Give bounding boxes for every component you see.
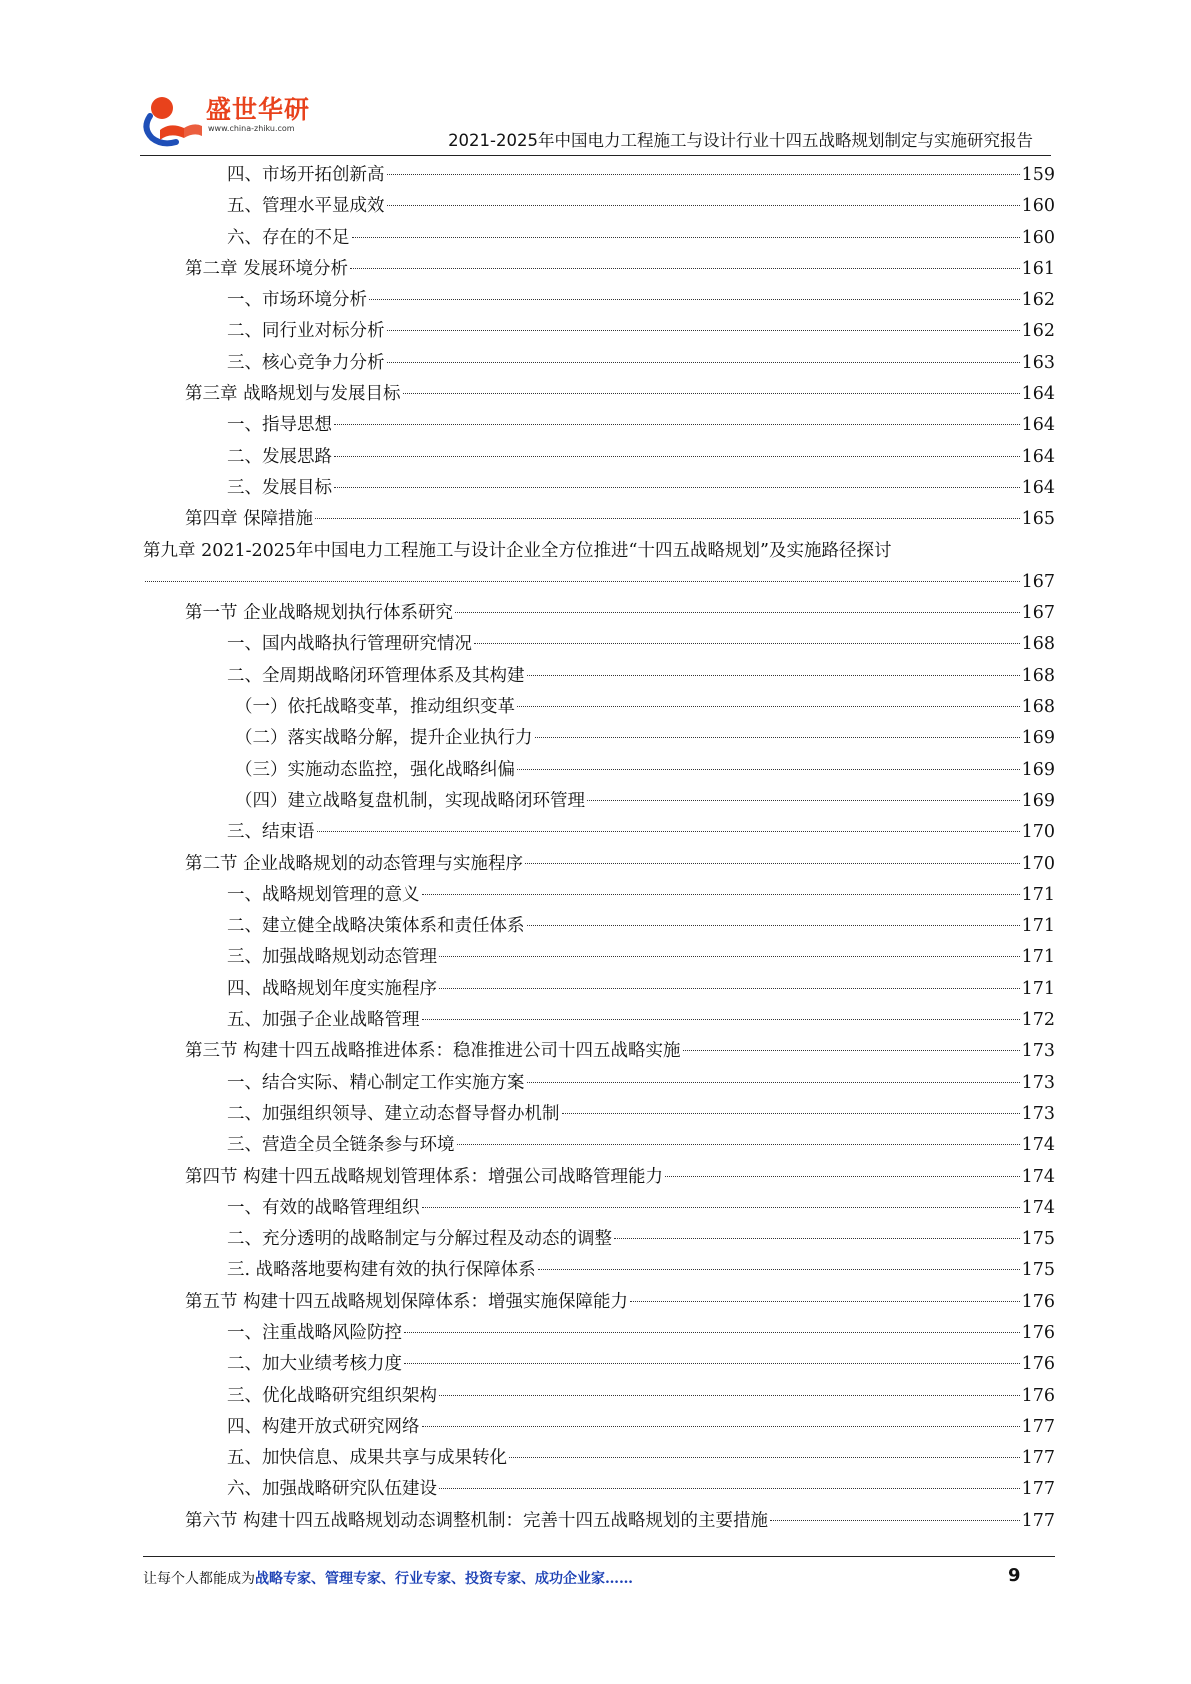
toc-entry-page: 171	[1021, 978, 1055, 999]
toc-entry-label: 一、有效的战略管理组织	[227, 1197, 420, 1218]
toc-dot-leader	[387, 204, 1020, 206]
toc-entry-page: 177	[1021, 1416, 1055, 1437]
toc-entry[interactable]	[143, 379, 1055, 410]
toc-entry-label: 第五节 构建十四五战略规划保障体系：增强实施保障能力	[185, 1291, 629, 1312]
brand-name: 盛世华研	[206, 95, 311, 124]
toc-entry[interactable]	[143, 223, 1055, 254]
toc-dot-leader	[474, 642, 1020, 644]
toc-entry-label: 一、结合实际、精心制定工作实施方案	[227, 1072, 525, 1093]
toc-dot-leader	[439, 955, 1020, 957]
toc-dot-leader	[614, 1237, 1020, 1239]
toc-dot-leader	[422, 1425, 1020, 1427]
toc-dot-leader	[352, 236, 1020, 238]
toc-entry-page: 169	[1021, 759, 1055, 780]
toc-entry-label: 第四节 构建十四五战略规划管理体系：增强公司战略管理能力	[185, 1166, 664, 1187]
toc-entry-page: 161	[1021, 258, 1055, 279]
toc-entry-page: 171	[1021, 947, 1055, 968]
toc-dot-leader	[630, 1300, 1020, 1302]
brand-logo	[140, 86, 330, 148]
toc-dot-leader	[770, 1519, 1020, 1521]
toc-entry[interactable]	[143, 316, 1055, 347]
toc-entry-page: 162	[1021, 321, 1055, 342]
toc-entry[interactable]	[143, 1130, 1055, 1161]
slogan-emphasis: 战略专家、管理专家、行业专家、投资专家、成功企业家……	[255, 1571, 633, 1587]
toc-dot-leader	[404, 1331, 1020, 1333]
toc-entry[interactable]	[143, 1068, 1055, 1099]
toc-entry-page: 162	[1021, 290, 1055, 311]
toc-entry-label: 三. 战略落地要构建有效的执行保障体系	[227, 1260, 536, 1281]
toc-entry[interactable]	[143, 191, 1055, 222]
toc-entry[interactable]	[143, 911, 1055, 942]
toc-entry[interactable]	[143, 410, 1055, 441]
toc-entry[interactable]	[143, 1036, 1055, 1067]
toc-entry-label: （一）依托战略变革，推动组织变革	[235, 697, 515, 718]
toc-entry-label: 三、结束语	[227, 822, 315, 843]
toc-entry-page: 170	[1021, 853, 1055, 874]
toc-entry[interactable]	[143, 1162, 1055, 1193]
toc-entry-page: 169	[1021, 790, 1055, 811]
toc-entry[interactable]	[143, 880, 1055, 911]
toc-entry[interactable]	[143, 1412, 1055, 1443]
toc-entry-page: 164	[1021, 415, 1055, 436]
toc-entry-label: 二、充分透明的战略制定与分解过程及动态的调整	[227, 1229, 612, 1250]
toc-dot-leader	[350, 267, 1020, 269]
toc-entry-label: 一、国内战略执行管理研究情况	[227, 634, 472, 655]
report-title: 2021-2025年中国电力工程施工与设计行业十四五战略规划制定与实施研究报告	[448, 131, 1033, 150]
toc-dot-leader	[535, 736, 1020, 738]
toc-entry[interactable]	[143, 1005, 1055, 1036]
toc-entry-page: 167	[1021, 603, 1055, 624]
toc-entry-page: 171	[1021, 916, 1055, 937]
toc-entry[interactable]	[143, 817, 1055, 848]
toc-entry[interactable]	[143, 567, 1055, 598]
toc-entry-label: 一、指导思想	[227, 415, 332, 436]
toc-entry[interactable]	[143, 661, 1055, 692]
toc-entry[interactable]	[143, 1193, 1055, 1224]
toc-entry[interactable]	[143, 1381, 1055, 1412]
toc-entry-page: 170	[1021, 822, 1055, 843]
toc-entry-label: 四、构建开放式研究网络	[227, 1416, 420, 1437]
toc-entry-label: 第一节 企业战略规划执行体系研究	[185, 603, 454, 624]
toc-entry-page: 171	[1021, 884, 1055, 905]
toc-entry-label: 第三章 战略规划与发展目标	[185, 384, 401, 405]
toc-entry-page: 172	[1021, 1010, 1055, 1031]
toc-entry-page: 175	[1021, 1260, 1055, 1281]
toc-entry-label: 二、加大业绩考核力度	[227, 1354, 402, 1375]
toc-entry[interactable]	[143, 1099, 1055, 1130]
toc-entry-label: 第三节 构建十四五战略推进体系：稳准推进公司十四五战略实施	[185, 1041, 681, 1062]
toc-entry-label: 三、优化战略研究组织架构	[227, 1385, 437, 1406]
toc-entry-page: 176	[1021, 1291, 1055, 1312]
toc-dot-leader	[387, 329, 1020, 331]
toc-dot-leader	[562, 1112, 1020, 1114]
toc-entry-page: 159	[1021, 165, 1055, 185]
toc-entry-page: 177	[1021, 1479, 1055, 1500]
toc-entry-label: 二、发展思路	[227, 446, 332, 467]
toc-dot-leader	[145, 580, 1020, 582]
toc-dot-leader	[404, 1362, 1020, 1364]
toc-entry[interactable]	[143, 1287, 1055, 1318]
toc-dot-leader	[315, 517, 1020, 519]
toc-dot-leader	[422, 1018, 1020, 1020]
toc-entry-page: 164	[1021, 446, 1055, 467]
toc-entry-label: 三、核心竞争力分析	[227, 352, 385, 373]
toc-dot-leader	[422, 893, 1020, 895]
toc-entry-label: 三、加强战略规划动态管理	[227, 947, 437, 968]
toc-entry-label: 四、战略规划年度实施程序	[227, 978, 437, 999]
toc-entry[interactable]	[143, 536, 1055, 567]
toc-entry[interactable]	[143, 348, 1055, 379]
toc-dot-leader	[455, 611, 1020, 613]
toc-entry[interactable]	[143, 723, 1055, 754]
brand-url: www.china-zhiku.com	[208, 124, 295, 133]
toc-entry-page: 168	[1021, 634, 1055, 655]
toc-dot-leader	[527, 1081, 1020, 1083]
slogan-lead: 让每个人都能成为	[143, 1571, 255, 1587]
toc-entry-page: 169	[1021, 728, 1055, 749]
toc-dot-leader	[527, 924, 1020, 926]
toc-entry[interactable]	[143, 160, 1055, 191]
toc-entry-page: 173	[1021, 1072, 1055, 1093]
toc-entry[interactable]	[143, 504, 1055, 535]
toc-entry[interactable]	[143, 1255, 1055, 1286]
toc-entry-page: 163	[1021, 352, 1055, 373]
toc-dot-leader	[439, 987, 1020, 989]
toc-dot-leader	[665, 1175, 1020, 1177]
toc-entry[interactable]	[143, 786, 1055, 817]
toc-entry[interactable]	[143, 598, 1055, 629]
toc-entry-label: （三）实施动态监控，强化战略纠偏	[235, 759, 515, 780]
toc-entry-label: 第四章 保障措施	[185, 509, 314, 530]
toc-entry-label: 第二节 企业战略规划的动态管理与实施程序	[185, 853, 524, 874]
toc-entry-label: 二、全周期战略闭环管理体系及其构建	[227, 665, 525, 686]
toc-entry-label: 二、同行业对标分析	[227, 321, 385, 342]
toc-entry-page: 175	[1021, 1229, 1055, 1250]
toc-dot-leader	[517, 705, 1020, 707]
toc-entry-label: （四）建立战略复盘机制，实现战略闭环管理	[235, 790, 585, 811]
toc-entry-label: 五、管理水平显成效	[227, 196, 385, 217]
toc-dot-leader	[403, 392, 1020, 394]
toc-entry-label: 六、加强战略研究队伍建设	[227, 1479, 437, 1500]
toc-entry[interactable]	[143, 849, 1055, 880]
toc-entry-page: 173	[1021, 1041, 1055, 1062]
toc-entry[interactable]	[143, 1224, 1055, 1255]
toc-entry-label: 一、市场环境分析	[227, 290, 367, 311]
toc-dot-leader	[457, 1143, 1020, 1145]
toc-entry-label: 二、加强组织领导、建立动态督导督办机制	[227, 1103, 560, 1124]
toc-dot-leader	[517, 768, 1020, 770]
toc-entry-page: 174	[1021, 1166, 1055, 1187]
toc-dot-leader	[334, 486, 1020, 488]
toc-dot-leader	[587, 799, 1020, 801]
toc-entry-page: 168	[1021, 697, 1055, 718]
toc-dot-leader	[369, 298, 1020, 300]
toc-entry-label: 一、注重战略风险防控	[227, 1322, 402, 1343]
toc-entry-page: 177	[1021, 1510, 1055, 1531]
toc-entry-label: 二、建立健全战略决策体系和责任体系	[227, 916, 525, 937]
toc-entry-label: 第六节 构建十四五战略规划动态调整机制：完善十四五战略规划的主要措施	[185, 1510, 769, 1531]
toc-dot-leader	[334, 455, 1020, 457]
page-number: 9	[1008, 1565, 1021, 1586]
toc-dot-leader	[439, 1394, 1020, 1396]
toc-entry-label: 五、加快信息、成果共享与成果转化	[227, 1448, 507, 1469]
toc-entry-page: 173	[1021, 1103, 1055, 1124]
toc-dot-leader	[527, 674, 1020, 676]
toc-entry[interactable]	[143, 442, 1055, 473]
toc-entry[interactable]	[143, 1318, 1055, 1349]
toc-entry-page: 176	[1021, 1354, 1055, 1375]
toc-entry[interactable]	[143, 1443, 1055, 1474]
toc-entry-page: 164	[1021, 384, 1055, 405]
toc-entry-page: 174	[1021, 1197, 1055, 1218]
brand-logo-icon	[140, 86, 204, 148]
toc-entry[interactable]	[143, 629, 1055, 660]
toc-entry-page: 165	[1021, 509, 1055, 530]
table-of-contents	[143, 160, 1055, 1537]
toc-entry[interactable]	[143, 254, 1055, 285]
toc-entry-page: 160	[1021, 196, 1055, 217]
toc-entry[interactable]	[143, 755, 1055, 786]
toc-entry-label: 三、营造全员全链条参与环境	[227, 1135, 455, 1156]
toc-dot-leader	[538, 1268, 1020, 1270]
toc-entry-label: 第九章 2021-2025年中国电力工程施工与设计企业全方位推进“十四五战略规划”及实施路径探讨	[143, 540, 892, 561]
toc-entry-page: 177	[1021, 1448, 1055, 1469]
toc-entry[interactable]	[143, 285, 1055, 316]
header-divider	[140, 155, 1051, 156]
toc-dot-leader	[683, 1049, 1020, 1051]
toc-entry[interactable]	[143, 974, 1055, 1005]
toc-entry-page: 160	[1021, 227, 1055, 248]
toc-dot-leader	[317, 830, 1020, 832]
toc-entry[interactable]	[143, 473, 1055, 504]
toc-entry[interactable]	[143, 692, 1055, 723]
toc-dot-leader	[439, 1487, 1020, 1489]
toc-dot-leader	[525, 862, 1020, 864]
toc-dot-leader	[387, 361, 1020, 363]
toc-dot-leader	[387, 173, 1020, 175]
toc-entry-label: 一、战略规划管理的意义	[227, 884, 420, 905]
toc-dot-leader	[334, 423, 1020, 425]
toc-entry[interactable]	[143, 1349, 1055, 1380]
footer-slogan	[143, 1568, 633, 1588]
toc-entry-page: 174	[1021, 1135, 1055, 1156]
toc-entry-page: 164	[1021, 477, 1055, 498]
toc-entry-label: 第二章 发展环境分析	[185, 258, 349, 279]
toc-entry[interactable]	[143, 942, 1055, 973]
toc-dot-leader	[422, 1206, 1020, 1208]
toc-entry-page: 176	[1021, 1322, 1055, 1343]
toc-dot-leader	[509, 1456, 1020, 1458]
page-header	[0, 0, 1191, 160]
toc-entry-label: 三、发展目标	[227, 477, 332, 498]
toc-entry-label: 四、市场开拓创新高	[227, 165, 385, 185]
toc-entry-label: 五、加强子企业战略管理	[227, 1010, 420, 1031]
toc-entry-label: 六、存在的不足	[227, 227, 350, 248]
toc-entry[interactable]	[143, 1474, 1055, 1505]
toc-entry-page: 167	[1021, 571, 1055, 592]
footer-divider	[143, 1556, 1055, 1557]
toc-entry-label: （二）落实战略分解，提升企业执行力	[235, 728, 533, 749]
toc-entry-page: 176	[1021, 1385, 1055, 1406]
toc-entry-page: 168	[1021, 665, 1055, 686]
toc-entry[interactable]	[143, 1506, 1055, 1537]
